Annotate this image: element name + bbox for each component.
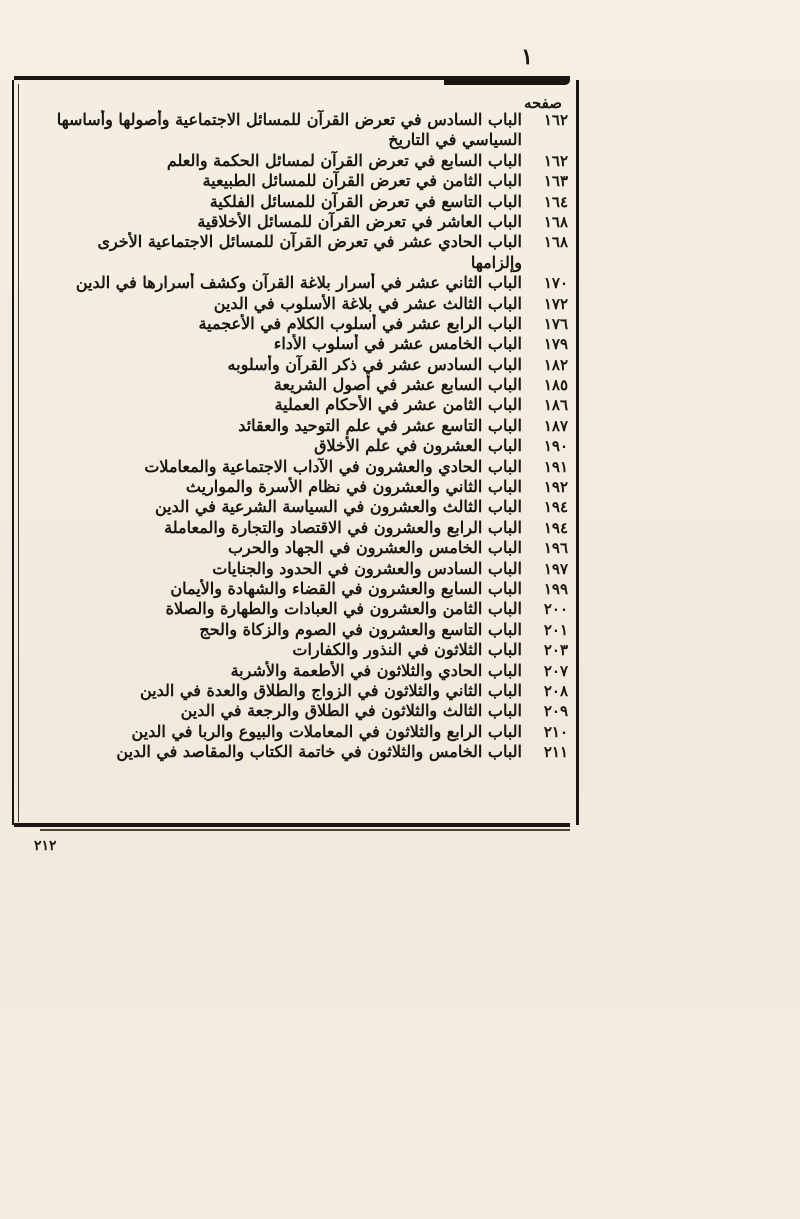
toc-entry-page-number: ٢٠١ <box>543 620 568 639</box>
toc-entry-title: الباب التاسع عشر في علم التوحيد والعقائد <box>238 415 522 435</box>
toc-entry-page-number: ١٩٢ <box>543 478 568 497</box>
toc-entry-page-number: ١٧٩ <box>543 335 568 354</box>
toc-entry-title: الباب الحادي والعشرون في الآداب الاجتماعية والمعاملات <box>144 456 522 476</box>
toc-entry-page-number: ١٩٤ <box>543 518 568 537</box>
toc-entry <box>20 518 570 538</box>
toc-entry-page-number: ١٦٤ <box>543 192 568 211</box>
toc-entry <box>20 314 570 334</box>
toc-entry <box>20 457 570 477</box>
toc-entry-title: الباب الحادي والثلاثون في الأطعمة والأشربة <box>230 660 522 680</box>
toc-entry-page-number: ٢١٠ <box>543 722 568 741</box>
toc-entry <box>20 661 570 681</box>
toc-entry-page-number: ١٩١ <box>543 457 568 476</box>
toc-entry-page-number: ٢٠٠ <box>543 600 568 619</box>
toc-entry <box>20 559 570 579</box>
toc-entry-page-number: ١٩٧ <box>543 559 568 578</box>
table-of-contents <box>20 110 570 763</box>
toc-entry <box>20 701 570 721</box>
toc-entry-page-number: ١٧٦ <box>543 314 568 333</box>
toc-entry-title: الباب التاسع والعشرون في الصوم والزكاة والحج <box>199 619 522 639</box>
toc-entry <box>20 538 570 558</box>
toc-entry-page-number: ٢٠٧ <box>543 661 568 680</box>
toc-entry-page-number: ١٨٢ <box>543 355 568 374</box>
toc-entry-title: الباب الخامس والثلاثون في خاتمة الكتاب والمقاصد في الدين <box>116 742 522 762</box>
toc-entry <box>20 640 570 660</box>
toc-entry-page-number: ١٩٤ <box>543 498 568 517</box>
toc-entry-title: الباب الثالث والعشرون في السياسة الشرعية في الدين <box>154 497 522 517</box>
toc-entry-title: الباب الرابع عشر في أسلوب الكلام في الأعجمية <box>198 313 522 333</box>
toc-entry <box>20 395 570 415</box>
page-number-top: ١ <box>521 44 533 70</box>
toc-entry-page-number: ٢٠٩ <box>543 702 568 721</box>
toc-entry <box>20 171 570 191</box>
toc-entry-page-number: ٢٠٨ <box>543 681 568 700</box>
toc-entry-title: الباب الثامن والعشرون في العبادات والطهارة والصلاة <box>165 599 522 619</box>
toc-entry-title: الباب الثالث عشر في بلاغة الأسلوب في الدين <box>213 293 522 313</box>
toc-entry <box>20 681 570 701</box>
toc-entry-page-number: ١٩٩ <box>543 579 568 598</box>
toc-entry-title: الباب الحادي عشر في تعرض القرآن للمسائل الاجتماعية الأخرى <box>97 232 522 252</box>
toc-entry-title: الباب الثلاثون في النذور والكفارات <box>292 640 522 660</box>
bottom-rule <box>14 823 570 827</box>
toc-entry-title: الباب الرابع والعشرون في الاقتصاد والتجارة والمعاملة <box>164 517 522 537</box>
toc-entry <box>20 477 570 497</box>
bottom-rule-thin <box>40 829 570 831</box>
toc-entry-title: الباب السادس عشر في ذكر القرآن وأسلوبه <box>227 354 522 374</box>
toc-entry-title: الباب الرابع والثلاثون في المعاملات والبيوع والربا في الدين <box>131 721 522 741</box>
toc-entry-page-number: ١٦٣ <box>543 172 568 191</box>
toc-entry-title: الباب العاشر في تعرض القرآن للمسائل الأخلاقية <box>197 211 522 231</box>
toc-entry-title: الباب الثاني والثلاثون في الزواج والطلاق والعدة في الدين <box>140 680 522 700</box>
toc-entry <box>20 273 570 293</box>
toc-entry <box>20 355 570 375</box>
toc-entry <box>20 253 570 273</box>
toc-entry-title: الباب الخامس والعشرون في الجهاد والحرب <box>227 538 522 558</box>
toc-entry-title: الباب الثالث والثلاثون في الطلاق والرجعة في الدين <box>180 701 522 721</box>
toc-entry <box>20 742 570 762</box>
toc-entry-title: الباب السابع عشر في أصول الشريعة <box>273 375 522 395</box>
toc-entry <box>20 416 570 436</box>
toc-entry <box>20 110 570 130</box>
toc-entry-title: الباب السادس والعشرون في الحدود والجنايات <box>212 558 522 578</box>
toc-entry <box>20 192 570 212</box>
toc-entry-title: الباب الثاني والعشرون في نظام الأسرة والمواريث <box>185 477 522 497</box>
toc-entry-page-number: ١٦٨ <box>543 233 568 252</box>
toc-entry <box>20 334 570 354</box>
toc-entry <box>20 232 570 252</box>
toc-entry-title: الباب العشرون في علم الأخلاق <box>314 436 522 456</box>
toc-entry-page-number: ١٨٧ <box>543 416 568 435</box>
toc-entry-page-number: ١٦٨ <box>543 212 568 231</box>
toc-entry <box>20 375 570 395</box>
frame-inner-line <box>18 84 19 822</box>
toc-entry-title: الباب السابع والعشرون في القضاء والشهادة والأيمان <box>170 578 522 598</box>
toc-entry-title: الباب السابع في تعرض القرآن لمسائل الحكمة والعلم <box>166 150 522 170</box>
toc-entry-page-number: ١٨٥ <box>543 376 568 395</box>
toc-entry <box>20 436 570 456</box>
toc-entry-page-number: ٢١١ <box>543 743 568 762</box>
toc-entry-title: الباب السادس في تعرض القرآن للمسائل الاجتماعية وأصولها وأساسها <box>56 110 522 129</box>
toc-entry <box>20 151 570 171</box>
page-number-bottom: ٢١٢ <box>34 838 57 854</box>
page-column-header: صفحه <box>523 94 562 112</box>
toc-entry <box>20 130 570 150</box>
toc-entry-page-number: ١٩٦ <box>543 539 568 558</box>
toc-entry-page-number: ١٧٠ <box>543 274 568 293</box>
toc-entry <box>20 599 570 619</box>
toc-entry <box>20 722 570 742</box>
toc-entry-title: وإلزامها <box>470 252 522 272</box>
toc-entry-page-number: ١٦٢ <box>543 111 568 129</box>
toc-entry <box>20 497 570 517</box>
toc-entry <box>20 212 570 232</box>
toc-entry-page-number: ١٨٦ <box>543 396 568 415</box>
toc-entry-title: الباب الخامس عشر في أسلوب الأداء <box>273 334 522 354</box>
toc-entry-title: الباب الثاني عشر في أسرار بلاغة القرآن وكشف أسرارها في الدين <box>75 273 522 293</box>
toc-entry-title: الباب التاسع في تعرض القرآن للمسائل الفلكية <box>209 191 522 211</box>
toc-entry-page-number: ٢٠٣ <box>543 641 568 660</box>
toc-entry <box>20 579 570 599</box>
toc-entry-page-number: ١٩٠ <box>543 437 568 456</box>
toc-entry-title: السياسي في التاريخ <box>388 130 522 150</box>
toc-entry-page-number: ١٧٢ <box>543 294 568 313</box>
toc-entry-title: الباب الثامن عشر في الأحكام العملية <box>274 395 522 415</box>
toc-entry <box>20 294 570 314</box>
toc-entry <box>20 620 570 640</box>
toc-entry-title: الباب الثامن في تعرض القرآن للمسائل الطبيعية <box>202 171 522 191</box>
toc-entry-page-number: ١٦٢ <box>543 151 568 170</box>
